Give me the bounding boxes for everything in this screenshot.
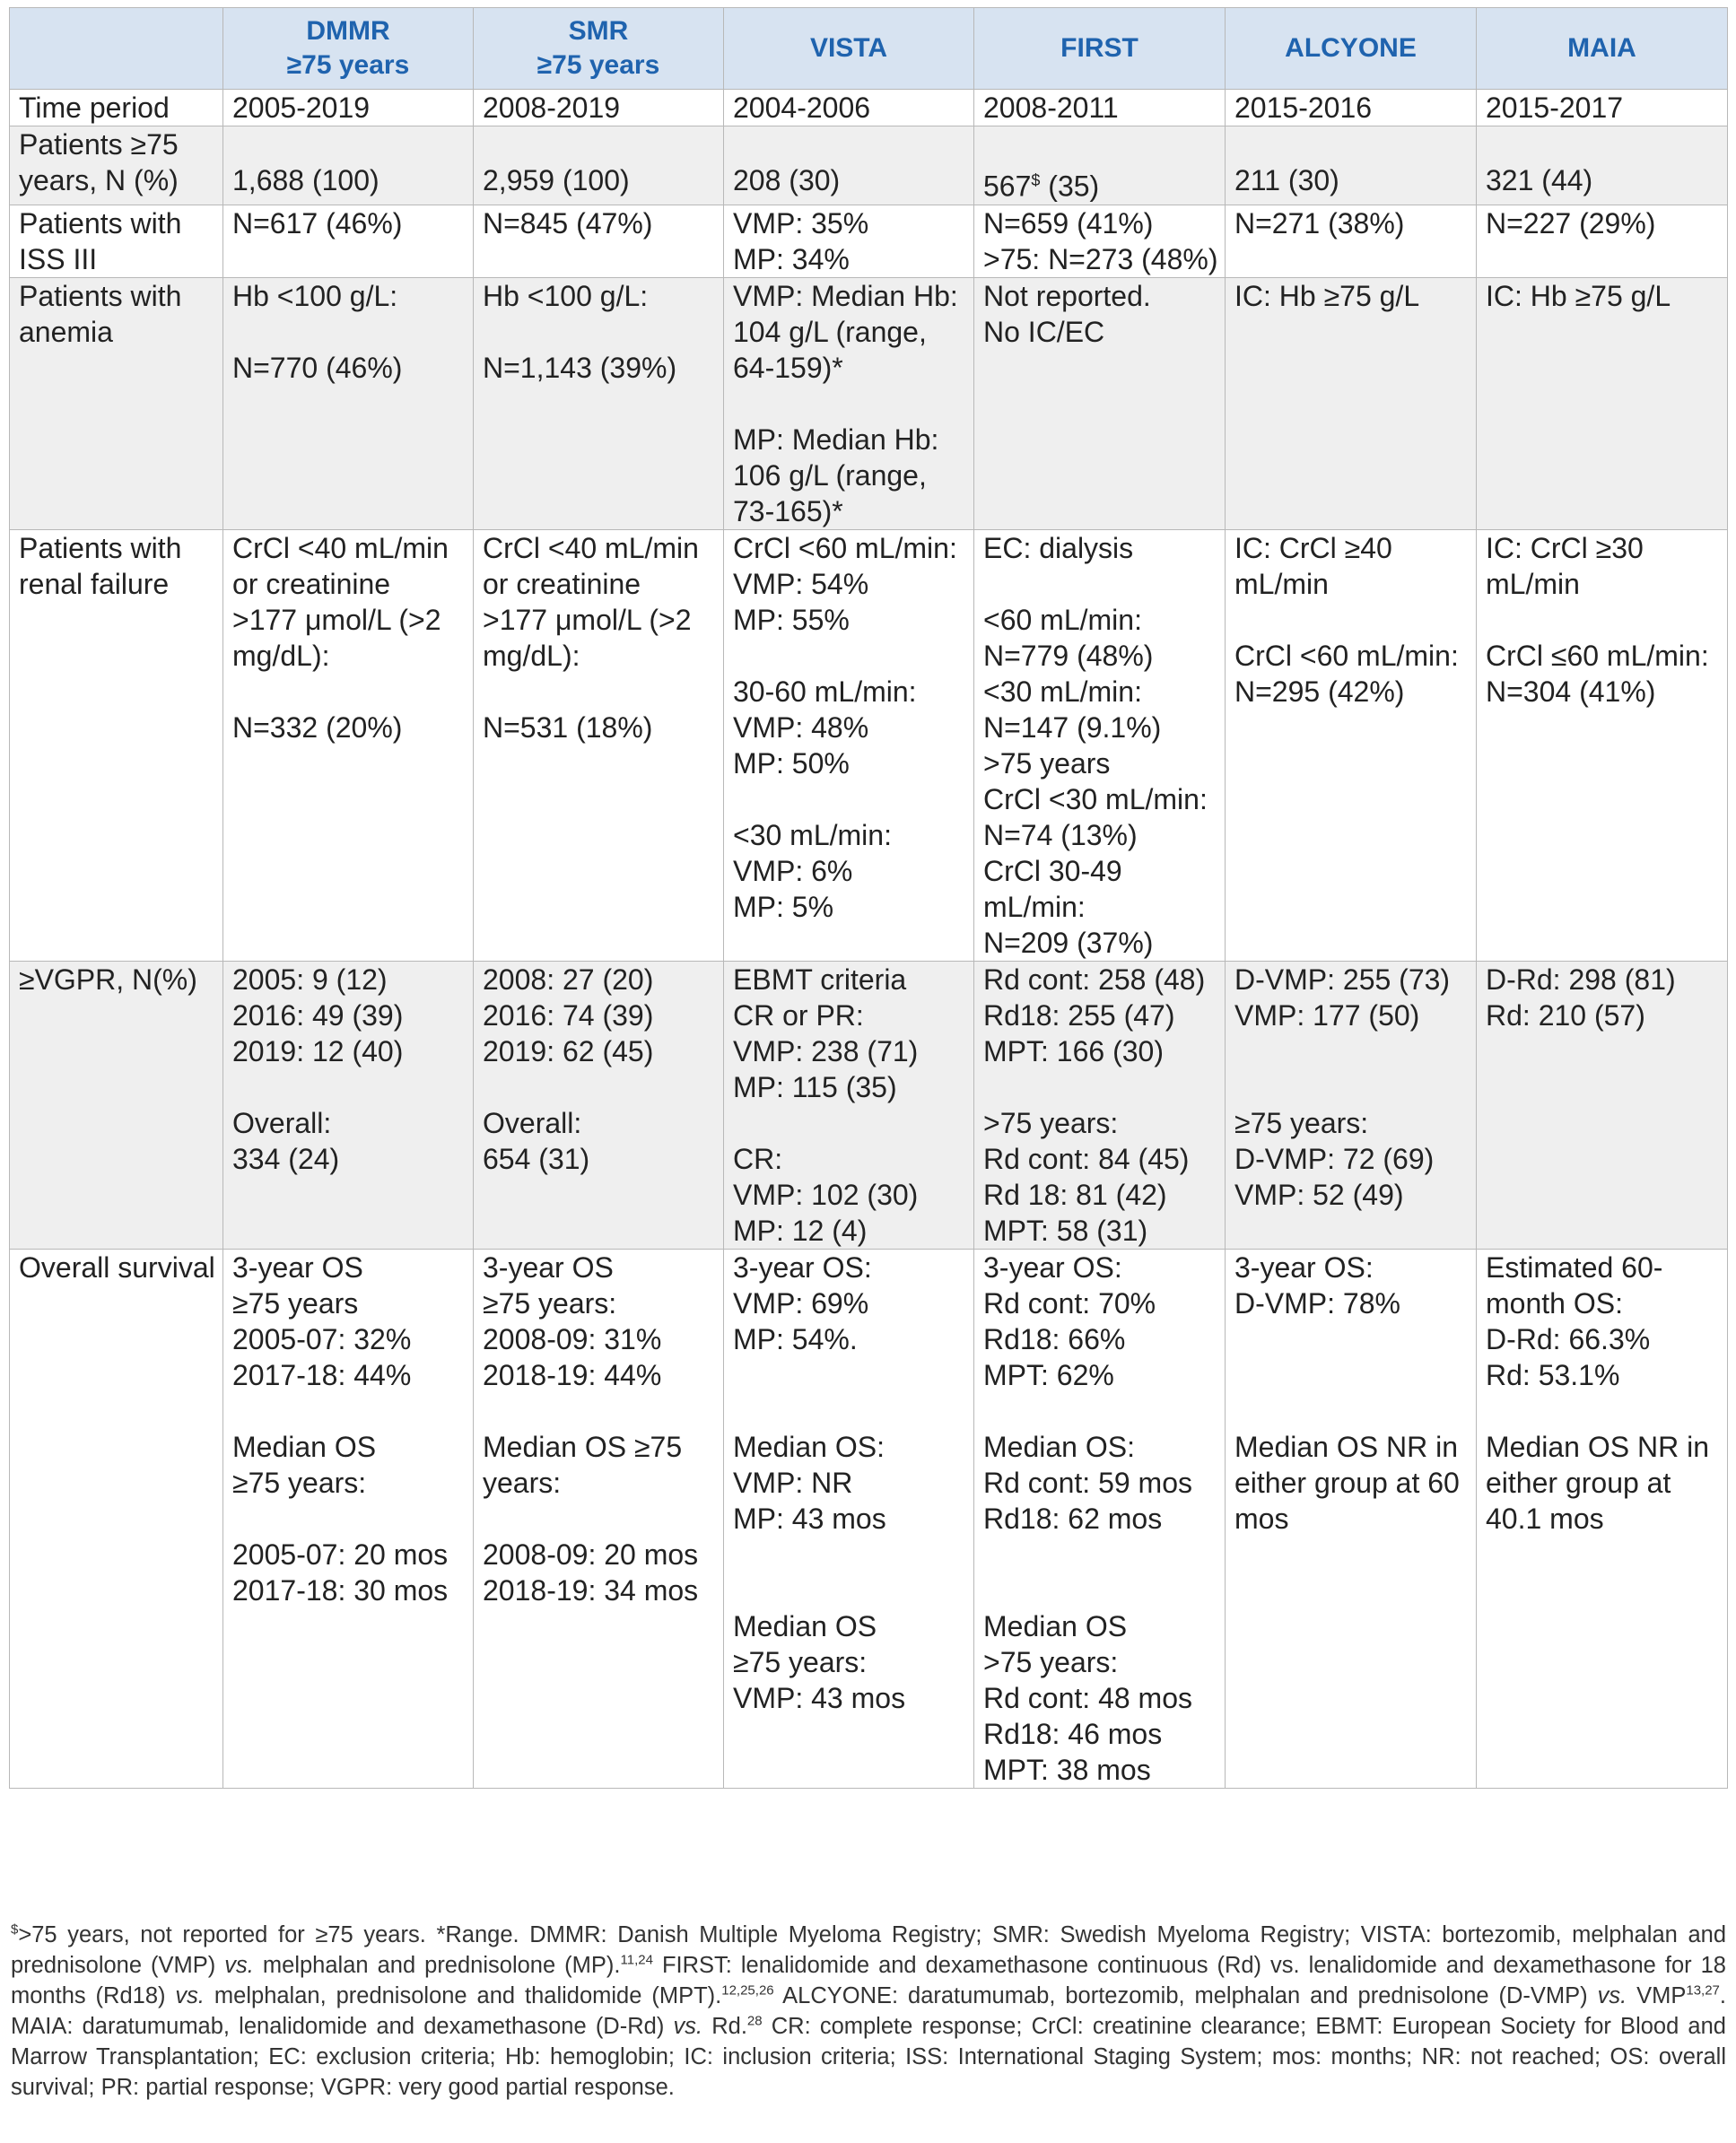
cell-line: 2015-2017 [1486, 91, 1624, 124]
cell-line: Rd cont: 70% [983, 1286, 1156, 1320]
cell-line: mL/min [1486, 567, 1580, 600]
table-cell [974, 90, 1226, 126]
row-label-cell [10, 961, 223, 1249]
cell-line: 3-year OS [232, 1250, 363, 1284]
cell-line [983, 1537, 1216, 1572]
row-label-line: anemia [19, 315, 113, 348]
header-row [10, 8, 1728, 90]
table-cell [1477, 529, 1728, 961]
cell-line: Not reported. [983, 279, 1151, 312]
table-cell [724, 529, 974, 961]
table-cell [474, 961, 724, 1249]
cell-line: MPT: 166 (30) [983, 1034, 1164, 1067]
cell-line: VMP: 69% [733, 1286, 869, 1320]
cell-line: MPT: 58 (31) [983, 1214, 1148, 1247]
column-header [974, 8, 1226, 90]
cell-line: >75: N=273 (48%) [983, 242, 1218, 275]
cell-line [232, 314, 464, 350]
table-cell [974, 529, 1226, 961]
footnote-vs-3: vs. [1597, 1983, 1627, 2008]
table-row [10, 529, 1728, 961]
cell-line: 3-year OS [483, 1250, 614, 1284]
column-header [1226, 8, 1477, 90]
cell-line: Rd cont: 84 (45) [983, 1142, 1190, 1175]
row-label-line: renal failure [19, 567, 170, 600]
cell-line: ≥75 years: [733, 1645, 868, 1678]
cell-line: IC: Hb ≥75 g/L [1234, 279, 1420, 312]
cell-line: MP: 54%. [733, 1322, 858, 1355]
cell-line: N=74 (13%) [983, 818, 1138, 851]
row-label-line: ≥VGPR, N(%) [19, 963, 197, 996]
cell-line: mL/min: [983, 890, 1086, 923]
cell-line [1234, 1069, 1467, 1105]
cell-line: or creatinine [483, 567, 641, 600]
cell-line: VMP: Median Hb: [733, 279, 958, 312]
cell-line: ≥75 years: [232, 1466, 367, 1499]
cell-line: CrCl <60 mL/min: [733, 531, 957, 564]
cell-line: 654 (31) [483, 1142, 590, 1175]
cell-line: 2004-2006 [733, 91, 871, 124]
footnote-text-2: melphalan and prednisolone (MP). [253, 1953, 621, 1978]
cell-line: VMP: 35% [733, 206, 869, 240]
cell-line: 208 (30) [733, 164, 841, 196]
cell-line: 73-165)* [733, 494, 843, 527]
row-label-line: Patients with [19, 279, 182, 312]
cell-line: Median OS ≥75 [483, 1430, 683, 1463]
cell-line: VMP: 54% [733, 567, 869, 600]
cell-line: 2017-18: 44% [232, 1358, 412, 1391]
footnote-text-9: CR: complete response; CrCl: creatinine clearance; EBMT: European Society for Blood and Marrow Transplantation; EC: exclusion criteria; Hb: hemoglobin; IC: inclusion criteria; ISS: International Staging System; mos: months; NR: not reached; OS: overall survival; PR: partial response; VGPR: very good partial response. [11, 2014, 1726, 2100]
cell-line [733, 1357, 964, 1393]
cell-line [1486, 1393, 1718, 1429]
cell-line: MP: 115 (35) [733, 1070, 897, 1103]
cell-line: VMP: 102 (30) [733, 1178, 919, 1211]
cell-line: CrCl ≤60 mL/min: [1486, 639, 1709, 672]
table-cell [724, 961, 974, 1249]
column-header [223, 8, 474, 90]
cell-line: 2005-07: 20 mos [232, 1538, 449, 1571]
cell-line: MP: 43 mos [733, 1502, 886, 1535]
cell-line: 30-60 mL/min: [733, 675, 917, 708]
table-cell [474, 126, 724, 205]
cell-line: N=779 (48%) [983, 639, 1154, 672]
column-header [1477, 8, 1728, 90]
table-cell [1477, 277, 1728, 529]
cell-line [733, 638, 964, 674]
cell-line: Overall: [232, 1106, 332, 1139]
table-cell [1477, 205, 1728, 277]
cell-line: >177 μmol/L (>2 [232, 603, 441, 636]
table-cell [1226, 277, 1477, 529]
cell-line: N=304 (41%) [1486, 675, 1656, 708]
cell-line: VMP: 52 (49) [1234, 1178, 1404, 1211]
cell-line: mg/dL): [483, 639, 580, 672]
row-label-cell [10, 529, 223, 961]
table-cell [1226, 126, 1477, 205]
cell-line: month OS: [1486, 1286, 1623, 1320]
cell-line: 64-159)* [733, 351, 843, 384]
row-label-cell [10, 90, 223, 126]
cell-line [232, 1393, 464, 1429]
cell-line [1234, 1393, 1467, 1429]
cell-line: N=147 (9.1%) [983, 710, 1162, 744]
cell-line: No IC/EC [983, 315, 1105, 348]
table-row [10, 277, 1728, 529]
cell-line: CrCl 30-49 [983, 854, 1122, 887]
cell-line: VMP: 177 (50) [1234, 998, 1420, 1032]
cell-line: CR: [733, 1142, 783, 1175]
cell-line: 2019: 12 (40) [232, 1034, 404, 1067]
table-cell [724, 126, 974, 205]
footnote-vs-1: vs. [224, 1953, 254, 1978]
cell-line: CrCl <40 mL/min [232, 531, 449, 564]
footnote-text-4: melphalan, prednisolone and thalidomide (MPT). [205, 1983, 722, 2008]
table-cell [223, 961, 474, 1249]
cell-line: >75 years [983, 746, 1111, 780]
cell-line: IC: Hb ≥75 g/L [1486, 279, 1671, 312]
row-label-line: years, N (%) [19, 164, 179, 196]
cell-line: >75 years: [983, 1645, 1119, 1678]
table-cell [974, 1249, 1226, 1788]
cell-line: ≥75 years [232, 1286, 359, 1320]
cell-line [232, 1501, 464, 1537]
cell-line: N=617 (46%) [232, 206, 403, 240]
cell-line: Rd cont: 48 mos [983, 1681, 1192, 1714]
cell-line [483, 1393, 714, 1429]
row-label-cell [10, 205, 223, 277]
cell-line: ≥75 years: [1234, 1106, 1369, 1139]
cell-line: MP: 5% [733, 890, 834, 923]
cell-line: MP: 12 (4) [733, 1214, 868, 1247]
table-cell [223, 529, 474, 961]
cell-line: Rd18: 255 (47) [983, 998, 1175, 1032]
cell-line [733, 1572, 964, 1608]
footnote-ref-1: 11,24 [620, 1952, 653, 1968]
footnote-text-8: Rd. [702, 2014, 747, 2039]
table-cell [474, 1249, 724, 1788]
column-header-text: FIRST [1060, 33, 1138, 63]
cell-line [983, 1393, 1216, 1429]
cell-line: 3-year OS: [733, 1250, 872, 1284]
cell-line: D-Rd: 66.3% [1486, 1322, 1651, 1355]
table-row [10, 90, 1728, 126]
cell-line: N=659 (41%) [983, 206, 1154, 240]
cell-line [1486, 602, 1718, 638]
table-cell [1477, 1249, 1728, 1788]
cell-line: Hb <100 g/L: [232, 279, 398, 312]
cell-line: IC: CrCl ≥40 [1234, 531, 1392, 564]
cell-line [1234, 602, 1467, 638]
table-cell [1226, 1249, 1477, 1788]
cell-line [983, 126, 1216, 162]
cell-line: Rd 18: 81 (42) [983, 1178, 1167, 1211]
cell-line: MPT: 38 mos [983, 1753, 1151, 1786]
cell-line [483, 314, 714, 350]
cell-line [483, 1501, 714, 1537]
table-footnote [11, 1920, 1726, 2103]
cell-line: MP: 34% [733, 242, 850, 275]
table-cell [1226, 205, 1477, 277]
cell-line: 3-year OS: [983, 1250, 1122, 1284]
cell-line: EBMT criteria [733, 963, 907, 996]
table-cell [1477, 90, 1728, 126]
table-row [10, 961, 1728, 1249]
footnote-text-1: >75 years, not reported for ≥75 years. *Range. DMMR: Danish Multiple Myeloma Registry; SMR: Swedish Myeloma Registry; VISTA: bortezomib, melphalan and prednisolone (VMP) [11, 1922, 1726, 1978]
footnote-ref-2: 12,25,26 [721, 1982, 774, 1999]
cell-line: N=531 (18%) [483, 710, 653, 744]
cell-line: N=770 (46%) [232, 351, 403, 384]
cell-line: Median OS: [983, 1430, 1135, 1463]
cell-line: D-Rd: 298 (81) [1486, 963, 1676, 996]
cell-line [1234, 1357, 1467, 1393]
cell-line: <60 mL/min: [983, 603, 1142, 636]
cell-line: 2,959 (100) [483, 164, 630, 196]
cell-line: 2008-2011 [983, 91, 1119, 124]
row-label-line: Patients with [19, 531, 182, 564]
row-label-cell [10, 277, 223, 529]
cell-line [1486, 126, 1718, 162]
cell-line: Rd18: 46 mos [983, 1717, 1163, 1750]
table-cell [474, 205, 724, 277]
cell-line: 40.1 mos [1486, 1502, 1604, 1535]
footnote-dollar-sup: $ [11, 1921, 19, 1938]
table-cell [724, 90, 974, 126]
cell-line [983, 1572, 1216, 1608]
cell-line: MP: Median Hb: [733, 423, 939, 456]
table-row [10, 1249, 1728, 1788]
cell-line: 104 g/L (range, [733, 315, 927, 348]
cell-line: ≥75 years: [483, 1286, 617, 1320]
cell-line: mos [1234, 1502, 1289, 1535]
cell-line: <30 mL/min: [733, 818, 892, 851]
cell-line: 2005: 9 (12) [232, 963, 388, 996]
footnote-text-7: . MAIA: daratumumab, lenalidomide and dexamethasone (D-Rd) [11, 1983, 1726, 2039]
cell-line [1234, 126, 1467, 162]
column-header [724, 8, 974, 90]
column-header-text: VISTA [809, 33, 888, 63]
table-cell [724, 205, 974, 277]
cell-line [1234, 1321, 1467, 1357]
cell-line: N=227 (29%) [1486, 206, 1656, 240]
table-cell [474, 277, 724, 529]
row-label-line: Overall survival [19, 1250, 215, 1284]
cell-line: 2008: 27 (20) [483, 963, 654, 996]
cell-line: Median OS [232, 1430, 377, 1463]
cell-line [483, 674, 714, 710]
footnote-ref-4: 28 [746, 2013, 763, 2029]
cell-line: Median OS NR in [1234, 1430, 1458, 1463]
column-header [474, 8, 724, 90]
cell-line: CrCl <60 mL/min: [1234, 639, 1459, 672]
table-cell [1477, 126, 1728, 205]
cell-line: Estimated 60- [1486, 1250, 1663, 1284]
footnote-text-5: ALCYONE: daratumumab, bortezomib, melphalan and prednisolone (D-VMP) [773, 1983, 1598, 2008]
cell-line: 2016: 74 (39) [483, 998, 654, 1032]
cell-line: Rd cont: 59 mos [983, 1466, 1192, 1499]
cell-line: EC: dialysis [983, 531, 1134, 564]
cell-line: CrCl <30 mL/min: [983, 782, 1208, 815]
cell-line: 2008-09: 31% [483, 1322, 662, 1355]
cell-line: MP: 55% [733, 603, 850, 636]
cell-line: 2019: 62 (45) [483, 1034, 654, 1067]
table-cell [974, 126, 1226, 205]
table-cell [974, 277, 1226, 529]
cell-line: IC: CrCl ≥30 [1486, 531, 1644, 564]
table-row [10, 205, 1728, 277]
cell-line: Rd18: 62 mos [983, 1502, 1163, 1535]
row-label-cell [10, 126, 223, 205]
header-corner-cell [10, 8, 223, 90]
column-header-text: ≥75 years [537, 50, 660, 80]
cell-line [232, 126, 464, 162]
cell-line: either group at 60 [1234, 1466, 1460, 1499]
cell-line: either group at [1486, 1466, 1671, 1499]
table-cell [724, 277, 974, 529]
cell-line [983, 566, 1216, 602]
cell-line: Median OS [733, 1609, 877, 1642]
footnote-text-3: FIRST: lenalidomide and dexamethasone continuous (Rd) vs. lenalidomide and dexamethasone for 18 months (Rd18) [11, 1953, 1726, 2008]
cell-line: mg/dL): [232, 639, 330, 672]
cell-line: 106 g/L (range, [733, 458, 927, 492]
cell-line: VMP: 238 (71) [733, 1034, 919, 1067]
table-cell [724, 1249, 974, 1788]
cell-line: CR or PR: [733, 998, 864, 1032]
table-cell [223, 1249, 474, 1788]
cell-line: N=295 (42%) [1234, 675, 1405, 708]
column-header-text: ≥75 years [286, 50, 410, 80]
table-cell [474, 529, 724, 961]
table-cell [223, 90, 474, 126]
superscript-marker: $ [1031, 171, 1041, 189]
cell-line: Rd: 53.1% [1486, 1358, 1620, 1391]
cell-line: CrCl <40 mL/min [483, 531, 699, 564]
table-cell [974, 961, 1226, 1249]
cell-line: Rd: 210 (57) [1486, 998, 1645, 1032]
row-label-line: ISS III [19, 242, 98, 275]
cell-line: MP: 50% [733, 746, 850, 780]
cell-line: 334 (24) [232, 1142, 340, 1175]
table-cell [1226, 961, 1477, 1249]
column-header-text: DMMR [306, 16, 390, 46]
cell-line [1234, 1033, 1467, 1069]
cell-line: 567$ (35) [983, 170, 1100, 203]
cell-line: D-VMP: 255 (73) [1234, 963, 1451, 996]
cell-line: Hb <100 g/L: [483, 279, 649, 312]
table-cell [1226, 90, 1477, 126]
footnote-vs-2: vs. [175, 1983, 205, 2008]
column-header-text: MAIA [1567, 33, 1636, 63]
cell-line [232, 674, 464, 710]
cell-line: 2005-07: 32% [232, 1322, 412, 1355]
cell-line: <30 mL/min: [983, 675, 1142, 708]
cell-line: 3-year OS: [1234, 1250, 1374, 1284]
footnote-vs-4: vs. [673, 2014, 703, 2039]
column-header-text: SMR [568, 16, 629, 46]
table-cell [223, 126, 474, 205]
cell-line: N=271 (38%) [1234, 206, 1405, 240]
cell-line: Median OS [983, 1609, 1128, 1642]
cell-line: Median OS NR in [1486, 1430, 1709, 1463]
cell-line: 211 (30) [1234, 164, 1339, 196]
cell-line [733, 1105, 964, 1141]
cell-line: Overall: [483, 1106, 582, 1139]
cell-line: N=1,143 (39%) [483, 351, 677, 384]
cell-line: Rd18: 66% [983, 1322, 1126, 1355]
cell-line: VMP: NR [733, 1466, 853, 1499]
cell-line: D-VMP: 72 (69) [1234, 1142, 1435, 1175]
row-label-line: Patients ≥75 [19, 128, 179, 161]
cell-line: mL/min [1234, 567, 1329, 600]
row-label-line: Time period [19, 91, 170, 124]
cell-line [483, 126, 714, 162]
cell-line [733, 386, 964, 422]
cell-line: years: [483, 1466, 562, 1499]
cell-line: 2005-2019 [232, 91, 371, 124]
cell-line: VMP: 48% [733, 710, 869, 744]
cell-line [733, 1537, 964, 1572]
table-cell [1477, 961, 1728, 1249]
cell-line: 2017-18: 30 mos [232, 1573, 449, 1607]
cell-line: 2008-2019 [483, 91, 621, 124]
footnote-ref-3: 13,27 [1686, 1982, 1720, 1999]
cell-line: Rd cont: 258 (48) [983, 963, 1206, 996]
cell-line [733, 781, 964, 817]
cell-line: >177 μmol/L (>2 [483, 603, 692, 636]
cell-line [733, 126, 964, 162]
cell-line [483, 1069, 714, 1105]
cell-line: D-VMP: 78% [1234, 1286, 1400, 1320]
table-cell [974, 205, 1226, 277]
cell-line [983, 1069, 1216, 1105]
cell-line: Median OS: [733, 1430, 885, 1463]
comparison-table [9, 7, 1728, 1789]
table-body [10, 90, 1728, 1789]
cell-line [733, 1393, 964, 1429]
cell-line: N=845 (47%) [483, 206, 653, 240]
cell-line: 2015-2016 [1234, 91, 1373, 124]
cell-line: or creatinine [232, 567, 391, 600]
cell-line [232, 1069, 464, 1105]
column-header-text: ALCYONE [1285, 33, 1417, 63]
cell-line: N=209 (37%) [983, 926, 1154, 959]
footnote-text-6: VMP [1627, 1983, 1687, 2008]
cell-line: MPT: 62% [983, 1358, 1114, 1391]
table-cell [474, 90, 724, 126]
cell-line: N=332 (20%) [232, 710, 403, 744]
cell-line: VMP: 43 mos [733, 1681, 906, 1714]
table-cell [223, 205, 474, 277]
cell-line: 2018-19: 34 mos [483, 1573, 699, 1607]
row-label-line: Patients with [19, 206, 182, 240]
cell-line: >75 years: [983, 1106, 1119, 1139]
table-cell [223, 277, 474, 529]
cell-line: 2018-19: 44% [483, 1358, 662, 1391]
row-label-cell [10, 1249, 223, 1788]
table-cell [1226, 529, 1477, 961]
cell-line: 2016: 49 (39) [232, 998, 404, 1032]
cell-line: 1,688 (100) [232, 164, 379, 196]
cell-line: 2008-09: 20 mos [483, 1538, 699, 1571]
table-row [10, 126, 1728, 205]
cell-line: 321 (44) [1486, 164, 1593, 196]
cell-line: VMP: 6% [733, 854, 853, 887]
